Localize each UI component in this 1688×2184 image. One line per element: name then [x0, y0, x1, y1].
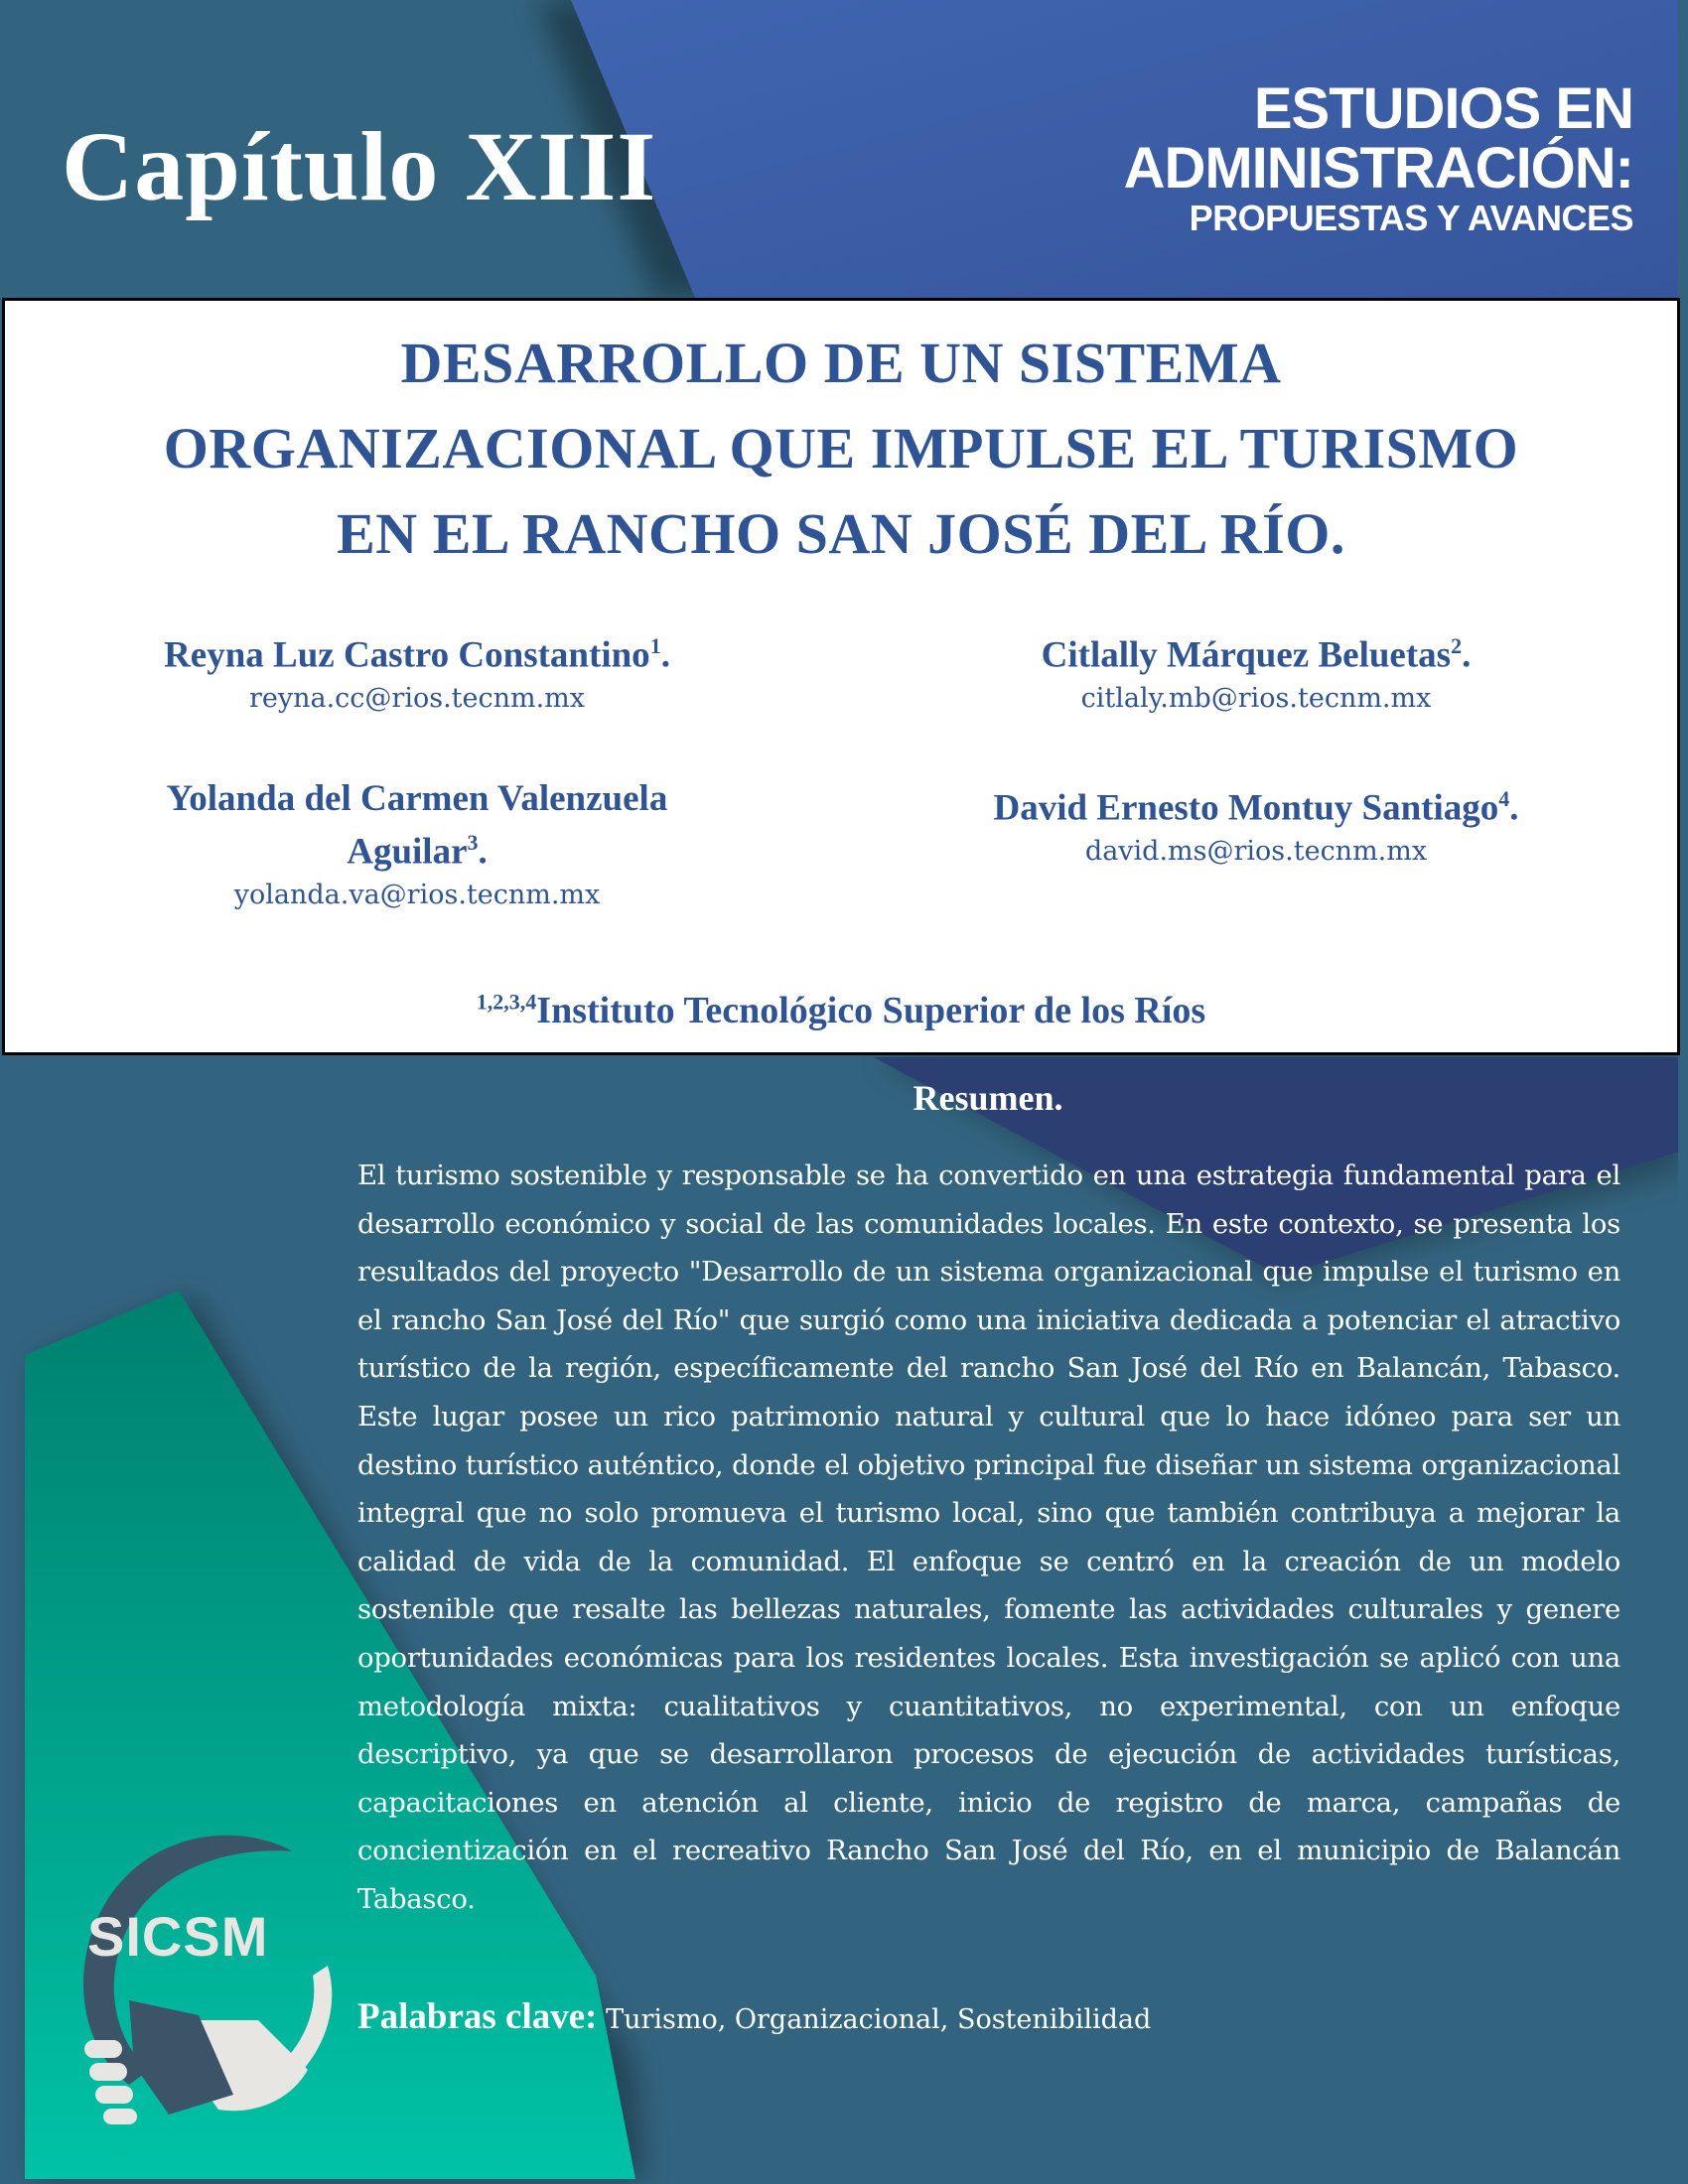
keywords — [357, 1995, 1151, 2038]
chapter-title: Capítulo XIII — [62, 111, 657, 221]
abstract-body: El turismo sostenible y responsable se ha convertido en una estrategia fundamental para el desarrollo económico y social de las comunidades locales. En este contexto, se presenta los resultados del proyecto "Desarrollo de un sistema organizacional que impulse el turismo en el rancho San José del Río" que surgió como una iniciativa dedicada a potenciar el atractivo turístico de la región, específicamente del rancho San José del Río en Balancán, Tabasco. Este lugar posee un rico patrimonio natural y cultural que lo hace idóneo para ser un destino turístico auténtico, donde el objetivo principal fue diseñar un sistema organizacional integral que no solo promueva el turismo local, sino que también contribuya a mejorar la calidad de vida de la comunidad. El enfoque se centró en la creación de un modelo sostenible que resalte las bellezas naturales, fomente las actividades culturales y genere oportunidades económicas para los residentes locales. Esta investigación se aplicó con una metodología mixta: cualitativos y cuantitativos, no experimental, con un enfoque descriptivo, ya que se desarrollaron procesos de ejecución de actividades turísticas, capacitaciones en atención al cliente, inicio de registro de marca, campañas de concientización en el recreativo Rancho San José del Río, en el municipio de Balancán Tabasco. — [357, 1160, 1620, 1915]
article-title-line: ORGANIZACIONAL QUE IMPULSE EL TURISMO — [163, 416, 1519, 480]
author-block — [45, 624, 789, 721]
author-block — [879, 777, 1633, 874]
affiliation — [5, 989, 1677, 1032]
author-name: Aguilar$^3$. — [347, 830, 488, 873]
author-email[interactable]: citlaly.mb@rios.tecnm.mx — [1080, 683, 1432, 715]
book-title-line1: ESTUDIOS EN — [1253, 76, 1633, 141]
author-name: David Ernesto Montuy Santiago$^4$. — [993, 786, 1519, 829]
author-email[interactable]: yolanda.va@rios.tecnm.mx — [233, 880, 601, 911]
author-email[interactable]: reyna.cc@rios.tecnm.mx — [248, 683, 586, 715]
affiliation-name: Instituto Tecnológico Superior de los Ríos — [536, 990, 1206, 1031]
article-title-line: EN EL RANCHO SAN JOSÉ DEL RÍO. — [337, 501, 1345, 566]
author-name: Citlally Márquez Beluetas$^2$. — [1041, 633, 1472, 676]
author-name: Reyna Luz Castro Constantino$^1$. — [164, 633, 670, 676]
book-title-line3: PROPUESTAS Y AVANCES — [1189, 198, 1633, 238]
article-header-box — [2, 298, 1680, 1055]
article-title-line: DESARROLLO DE UN SISTEMA — [400, 331, 1282, 395]
author-block — [45, 777, 789, 917]
keywords-label: Palabras clave: — [357, 1996, 598, 2037]
author-email[interactable]: david.ms@rios.tecnm.mx — [1084, 836, 1428, 868]
book-title — [1123, 76, 1633, 238]
affiliation-superscript: 1,2,3,4 — [476, 989, 537, 1015]
handshake-circle-icon — [60, 1817, 357, 2144]
author-block — [879, 624, 1633, 721]
book-title-line2: ADMINISTRACIÓN: — [1123, 136, 1633, 201]
keywords-values: Turismo, Organizacional, Sostenibilidad — [597, 2004, 1152, 2035]
article-title — [5, 321, 1677, 577]
abstract-heading: Resumen. — [913, 1078, 1063, 1118]
author-name: Yolanda del Carmen Valenzuela — [166, 778, 668, 819]
logo-text: SICSM — [87, 1905, 269, 1968]
